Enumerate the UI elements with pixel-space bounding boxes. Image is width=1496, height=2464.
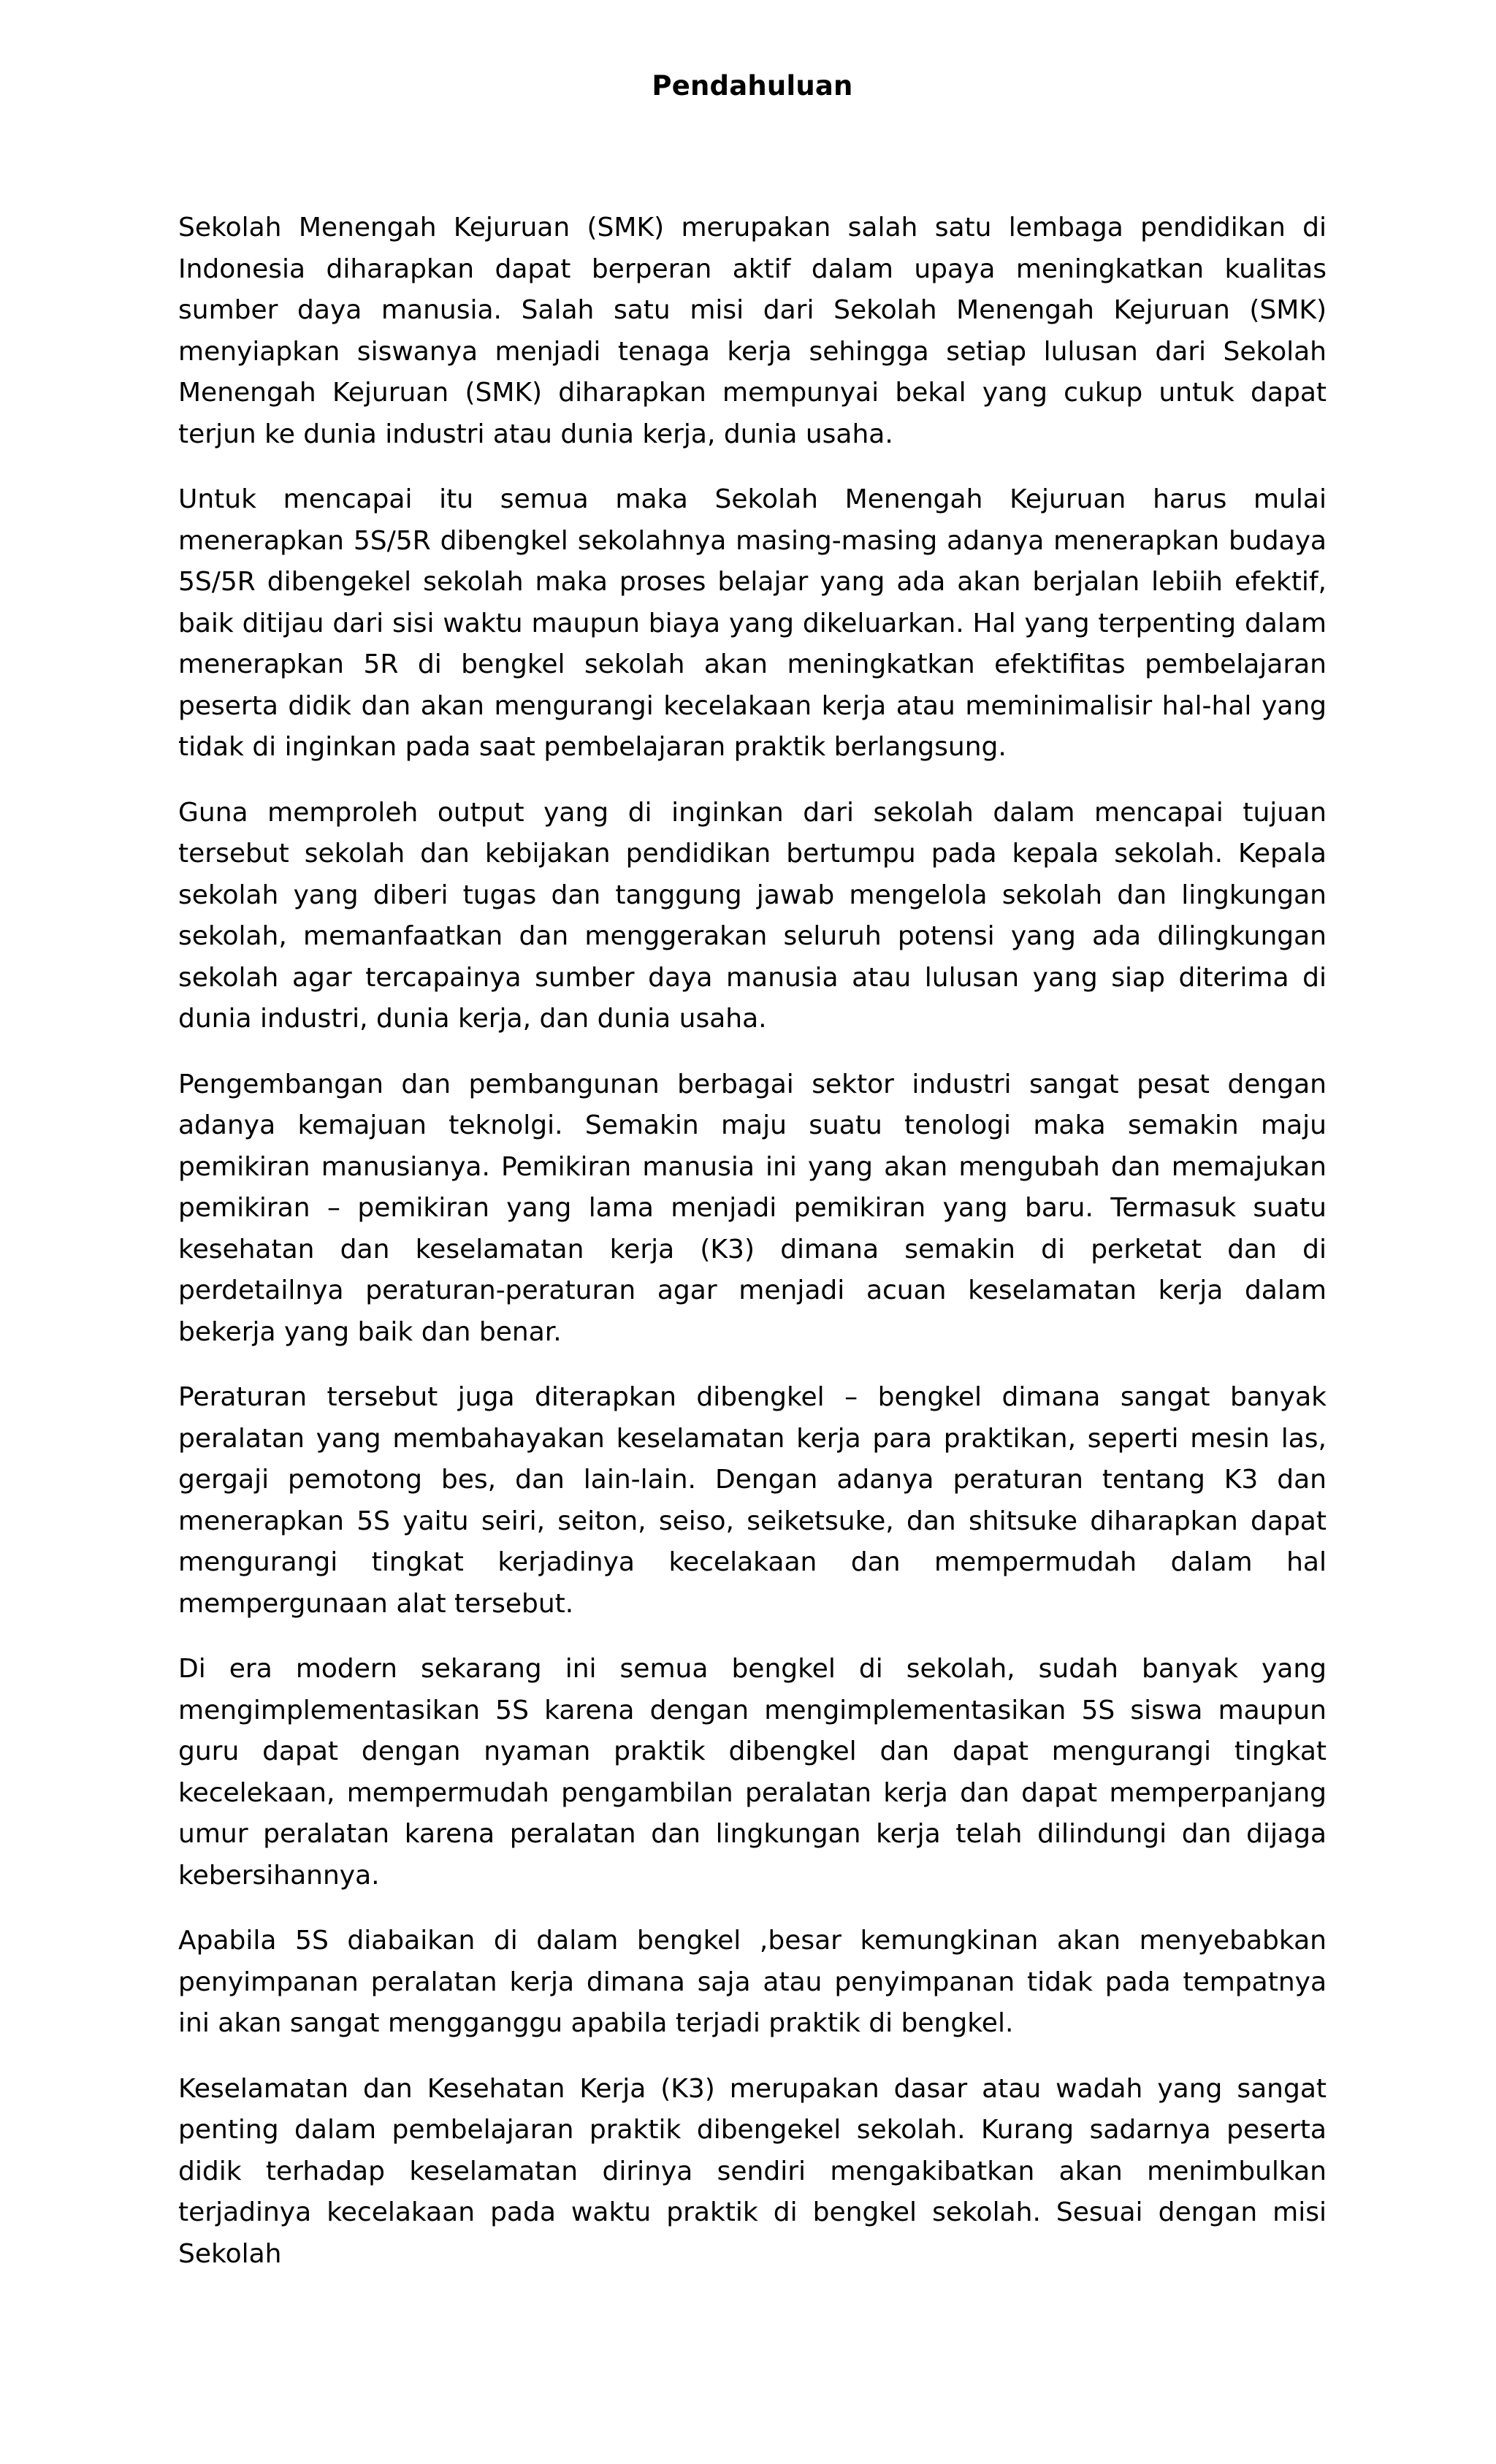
page-title: Pendahuluan [652,70,853,102]
paragraph-8: Keselamatan dan Kesehatan Kerja (K3) merupakan dasar atau wadah yang sangat penting dalam pembelajaran praktik dibengekel sekolah. Kurang sadarnya peserta didik terhadap keselamatan dirinya sendiri mengakibatkan akan menimbulkan terjadinya kecelakaan pada waktu praktik di bengkel sekolah. Sesuai dengan misi Sekolah [178,2073,1327,2269]
paragraph-3: Guna memproleh output yang di inginkan dari sekolah dalam mencapai tujuan tersebut sekolah dan kebijakan pendidikan bertumpu pada kepala sekolah. Kepala sekolah yang diberi tugas dan tanggung jawab mengelola sekolah dan lingkungan sekolah, memanfaatkan dan menggerakan seluruh potensi yang ada dilingkungan sekolah agar tercapainya sumber daya manusia atau lulusan yang siap diterima di dunia industri, dunia kerja, dan dunia usaha. [178,797,1327,1034]
paragraph-2: Untuk mencapai itu semua maka Sekolah Menengah Kejuruan harus mulai menerapkan 5S/5R dibengkel sekolahnya masing-masing adanya menerapkan budaya 5S/5R dibengekel sekolah maka proses belajar yang ada akan berjalan lebiih efektif, baik ditijau dari sisi waktu maupun biaya yang dikeluarkan. Hal yang terpenting dalam menerapkan 5R di bengkel sekolah akan meningkatkan efektifitas pembelajaran peserta didik dan akan mengurangi kecelakaan kerja atau meminimalisir hal-hal yang tidak di inginkan pada saat pembelajaran praktik berlangsung. [178,484,1327,762]
paragraph-7: Apabila 5S diabaikan di dalam bengkel ,besar kemungkinan akan menyebabkan penyimpanan peralatan kerja dimana saja atau penyimpanan tidak pada tempatnya ini akan sangat mengganggu apabila terjadi praktik di bengkel. [178,1926,1327,2038]
paragraph-5: Peraturan tersebut juga diterapkan dibengkel – bengkel dimana sangat banyak peralatan yang membahayakan keselamatan kerja para praktikan, seperti mesin las, gergaji pemotong bes, dan lain-lain. Dengan adanya peraturan tentang K3 dan menerapkan 5S yaitu seiri, seiton, seiso, seiketsuke, dan shitsuke diharapkan dapat mengurangi tingkat kerjadinya kecelakaan dan mempermudah dalam hal mempergunaan alat tersebut. [178,1382,1327,1619]
paragraph-4: Pengembangan dan pembangunan berbagai sektor industri sangat pesat dengan adanya kemajuan teknolgi. Semakin maju suatu tenologi maka semakin maju pemikiran manusianya. Pemikiran manusia ini yang akan mengubah dan memajukan pemikiran – pemikiran yang lama menjadi pemikiran yang baru. Termasuk suatu kesehatan dan keselamatan kerja (K3) dimana semakin di perketat dan di perdetailnya peraturan-peraturan agar menjadi acuan keselamatan kerja dalam bekerja yang baik dan benar. [178,1069,1327,1347]
paragraph-1: Sekolah Menengah Kejuruan (SMK) merupakan salah satu lembaga pendidikan di Indonesia diharapkan dapat berperan aktif dalam upaya meningkatkan kualitas sumber daya manusia. Salah satu misi dari Sekolah Menengah Kejuruan (SMK) menyiapkan siswanya menjadi tenaga kerja sehingga setiap lulusan dari Sekolah Menengah Kejuruan (SMK) diharapkan mempunyai bekal yang cukup untuk dapat terjun ke dunia industri atau dunia kerja, dunia usaha. [178,213,1327,449]
paragraph-6: Di era modern sekarang ini semua bengkel di sekolah, sudah banyak yang mengimplementasikan 5S karena dengan mengimplementasikan 5S siswa maupun guru dapat dengan nyaman praktik dibengkel dan dapat mengurangi tingkat kecelekaan, mempermudah pengambilan peralatan kerja dan dapat memperpanjang umur peralatan karena peralatan dan lingkungan kerja telah dilindungi dan dijaga kebersihannya. [178,1654,1327,1891]
